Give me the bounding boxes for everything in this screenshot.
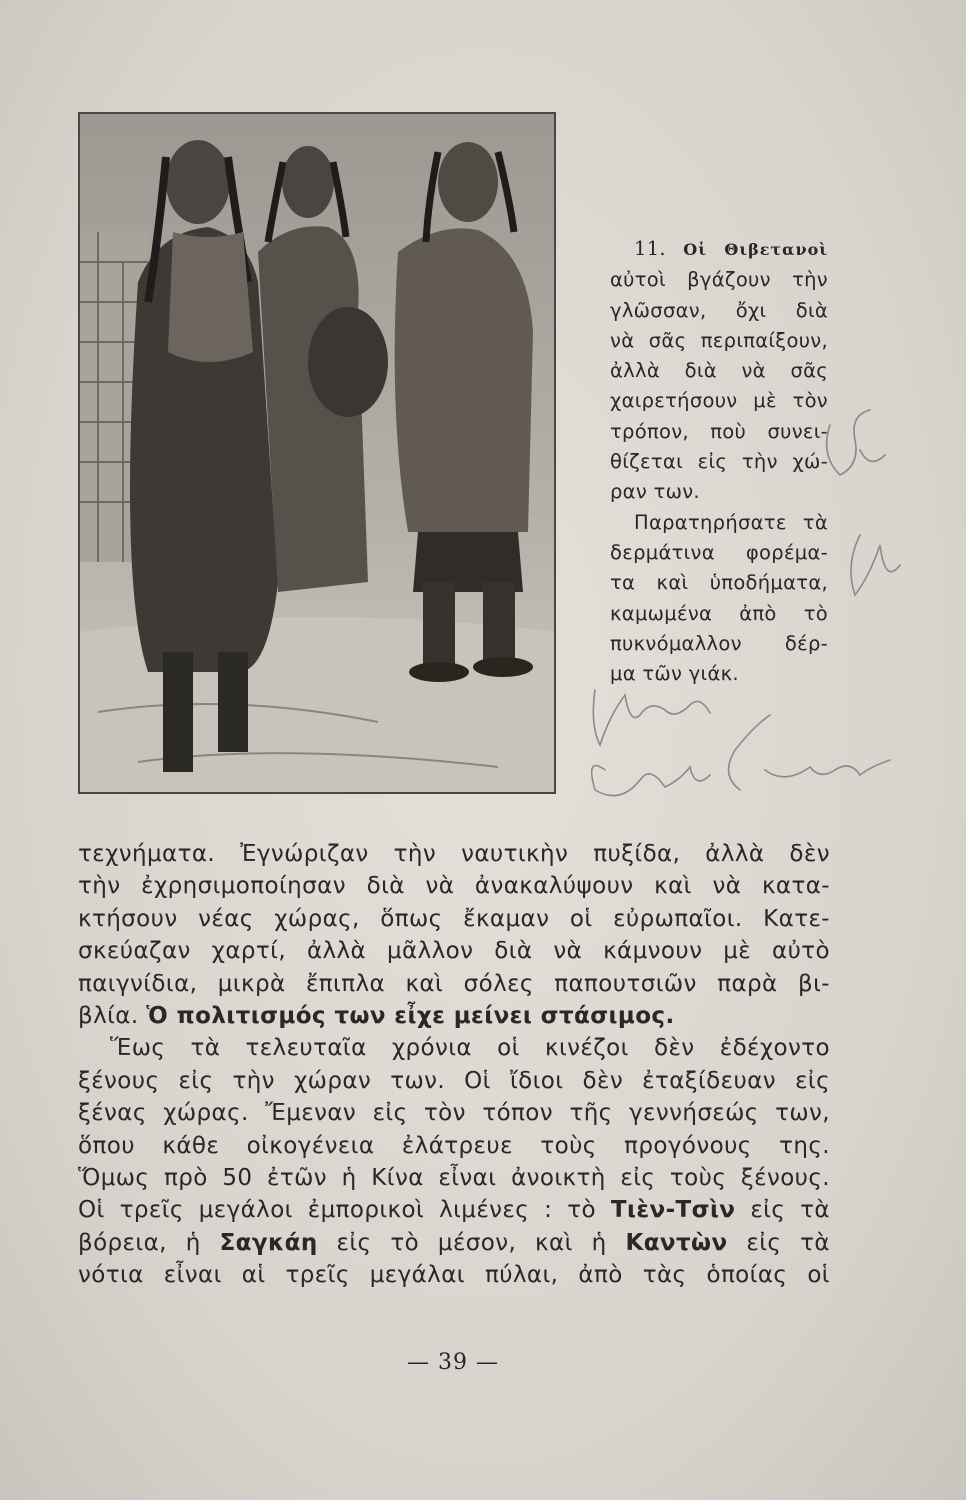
body-line <box>78 1227 830 1259</box>
port-name-shanghai: Σαγκάη <box>219 1229 318 1256</box>
emphasis-sentence: Ὁ πολιτισμός των εἶχε μείνει στάσιμος. <box>146 1003 675 1030</box>
body-text-run: εἰς τὸ μέσον, καὶ ἡ <box>317 1229 626 1256</box>
page-number: — 39 — <box>407 1350 499 1375</box>
body-line: Ὅμως πρὸ 50 ἐτῶν ἡ Κίνα εἶναι ἀνοικτὴ εἰς τοὺς ξένους. <box>78 1165 830 1192</box>
body-line: νότια εἶναι αἱ τρεῖς μεγάλαι πύλαι, ἀπὸ τὰς ὁποίας οἱ <box>78 1262 830 1289</box>
caption-line: Παρατηρήσατε τὰ <box>634 510 828 534</box>
caption-line: καμωμένα ἀπὸ τὸ <box>610 601 828 625</box>
caption-line: ἀλλὰ διὰ νὰ σᾶς <box>610 359 828 383</box>
caption-line: νὰ σᾶς περιπαίξουν, <box>610 328 828 352</box>
port-name-tientsin: Τιὲν-Τσὶν <box>610 1197 736 1224</box>
body-line: παιγνίδια, μικρὰ ἔπιπλα καὶ σόλες παπουτσιῶν παρὰ βι- <box>78 970 830 997</box>
body-text-run: Οἱ τρεῖς μεγάλοι ἐμπορικοὶ λιμένες : τὸ <box>78 1197 611 1224</box>
body-line: ὅπου κάθε οἰκογένεια ἐλάτρευε τοὺς προγόνους της. <box>78 1132 830 1159</box>
caption-line: πυκνόμαλλον δέρ- <box>610 631 828 655</box>
caption-heading: Οἱ Θιβετανοὶ <box>683 240 829 259</box>
photo-tibetans <box>78 112 556 794</box>
body-text-run: βόρεια, ἡ <box>78 1229 220 1256</box>
body-line: ξένους εἰς τὴν χώραν των. Οἱ ἴδιοι δὲν ἐταξίδευαν εἰς <box>78 1067 830 1094</box>
body-line-start: βλία. <box>78 1003 139 1030</box>
port-name-canton: Καντὼν <box>625 1229 728 1256</box>
body-line: Ἕως τὰ τελευταῖα χρόνια οἱ κινέζοι δὲν ἐδέχοντο <box>110 1035 830 1062</box>
caption-heading-line <box>610 234 828 265</box>
caption-line: τρόπον, ποὺ συνει- <box>610 419 828 443</box>
caption-line: μα τῶν γιάκ. <box>610 662 739 686</box>
photo-three-tibetan-men-icon <box>78 112 556 794</box>
body-line: τεχνήματα. Ἐγνώριζαν τὴν ναυτικὴν πυξίδα, ἀλλὰ δὲν <box>78 841 830 867</box>
caption-line: τα καὶ ὑποδήματα, <box>610 571 828 595</box>
caption-line: χαιρετήσουν μὲ τὸν <box>610 389 828 413</box>
caption-number: 11. <box>634 237 666 260</box>
body-text <box>78 838 830 1292</box>
body-line: σκεύαζαν χαρτί, ἀλλὰ μᾶλλον διὰ νὰ κάμνουν μὲ αὐτὸ <box>78 938 830 965</box>
body-line <box>78 1000 830 1032</box>
caption-line: δερμάτινα φορέμα- <box>610 540 828 564</box>
caption-line: γλῶσσαν, ὄχι διὰ <box>610 298 828 322</box>
body-line: ξένας χώρας. Ἔμεναν εἰς τὸν τόπον τῆς γεννήσεώς των, <box>78 1100 830 1127</box>
caption-line: θίζεται εἰς τὴν χώ- <box>610 450 828 474</box>
body-line: κτήσουν νέας χώρας, ὅπως ἔκαμαν οἱ εὐρωπαῖοι. Κατε- <box>78 905 830 932</box>
pencil-scribble-icon <box>570 395 910 815</box>
body-line: τὴν ἐχρησιμοποίησαν διὰ νὰ ἀνακαλύψουν καὶ νὰ κατα- <box>78 873 830 900</box>
body-text-run: εἰς τὰ <box>735 1197 830 1224</box>
body-line <box>78 1194 830 1226</box>
caption-line: ραν των. <box>610 480 700 504</box>
caption-line: αὐτοὶ βγάζουν τὴν <box>610 268 828 292</box>
body-text-run: εἰς τὰ <box>727 1229 830 1256</box>
